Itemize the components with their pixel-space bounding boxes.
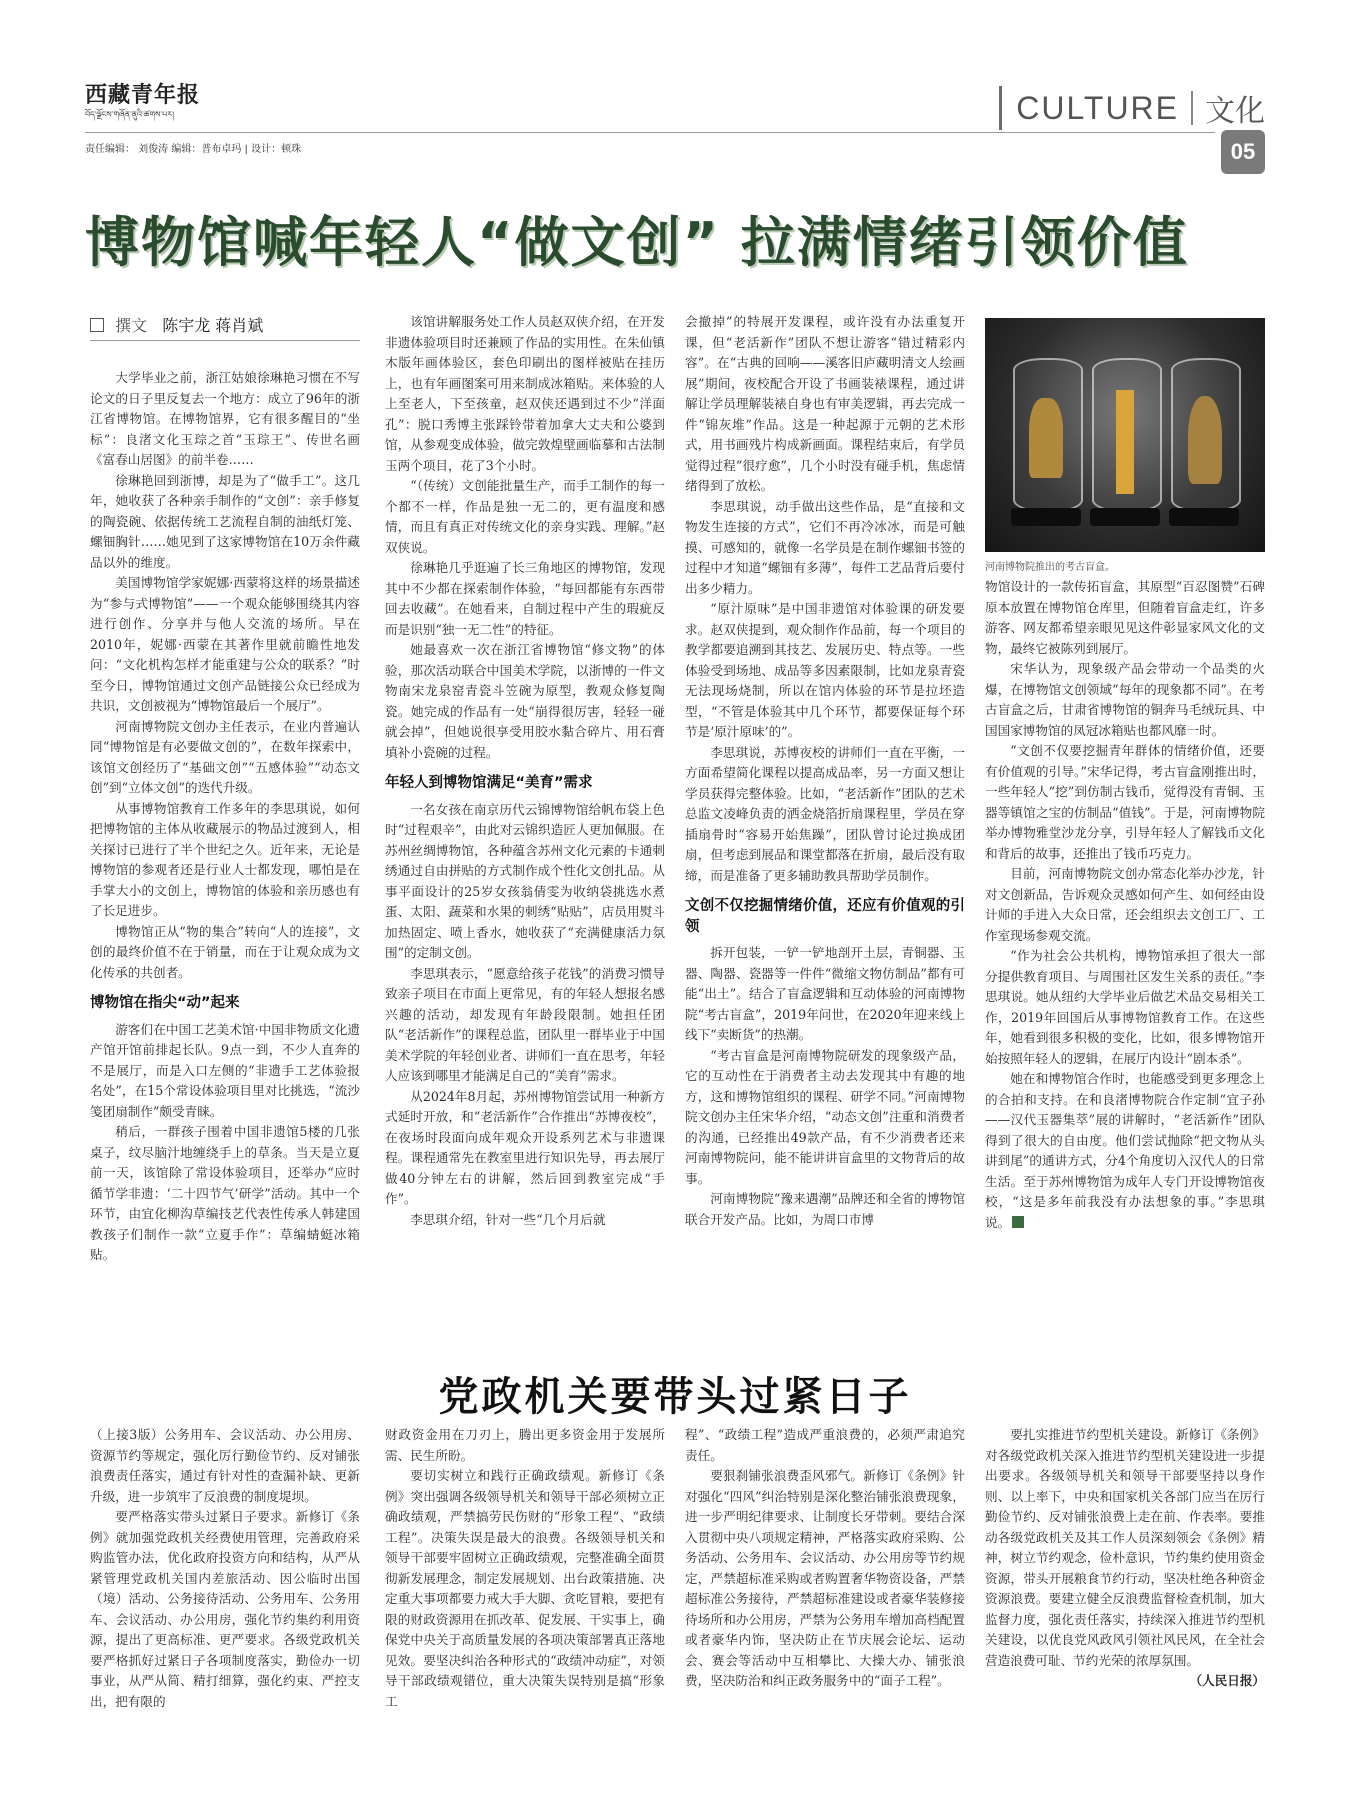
- subheading: 文创不仅挖掘情绪价值，还应有价值观的引领: [685, 898, 965, 935]
- pen-icon: [90, 318, 104, 332]
- gold-artifact: [1116, 390, 1134, 494]
- paragraph: 程”、“政绩工程”造成严重浪费的，必须严肃追究责任。: [685, 1427, 965, 1463]
- paragraph: 徐琳艳回到浙博，却是为了“做手工”。这几年，她收获了各种亲手制作的“文创”：亲手修复的陶瓷碗、依据传统工艺流程自制的油纸灯笼、螺钿胸针……她见到了这家博物馆在10万余件藏品以外的维度。: [90, 472, 360, 570]
- paragraph: 一名女孩在南京历代云锦博物馆给帆布袋上色时“过程艰辛”，由此对云锦织造匠人更加佩服。在苏州丝绸博物馆，各种蕴含苏州文化元素的卡通刺绣通过自由拼贴的方式制作成个性化文创扎品。从事平面设计的25岁女孩翁倩雯为收纳袋挑选水煮蛋、太阳、蔬菜和水果的刺绣“贴贴”，店员用熨斗加热固定、喷上香水，她收获了“充满健康活力氛围”的定制文创。: [385, 801, 665, 960]
- section-divider: [999, 86, 1002, 130]
- paragraph-text: 她在和博物馆合作时，也能感受到更多理念上的合拍和支持。在和良渚博物院合作定制“宜子孙——汉代玉器集萃”展的讲解时，“老活新作”团队得到了很大的自由度。他们尝试抛除“把文物从头讲到尾”的通讲方式，分4个角度切入汉代人的日常生活。至于苏州博物馆为成年人专门开设博物馆夜校，“这是多年前我没有办法想象的事。”李思琪说。: [985, 1071, 1265, 1230]
- paragraph: 李思琪介绍，针对一些“几个月后就: [410, 1211, 606, 1227]
- paragraph: “作为社会公共机构，博物馆承担了很大一部分提供教育项目、与周围社区发生关系的责任。”李思琪说。她从纽约大学毕业后做艺术品交易相关工作，2019年回国后从事博物馆教育工作。在这些年，她看到很多积极的变化，比如，很多博物馆开始按照年轻人的逻辑，在展厅内设计“剧本杀”。: [985, 948, 1265, 1066]
- section-label: [999, 86, 1265, 130]
- article-column-3: [685, 312, 965, 1382]
- paper-subtitle-tibetan: བོད་ལྗོངས་གཞོན་ནུའི་ཚགས་པར།: [85, 110, 174, 119]
- photo-caption: 河南博物院推出的考古盲盒。: [985, 562, 1115, 573]
- article2-column-3: [685, 1425, 965, 1755]
- paragraph: 美国博物馆学家妮娜·西蒙将这样的场景描述为“参与式博物馆”——一个观众能够围绕其内容进行创作、分享并与他人交流的场所。早在2010年，妮娜·西蒙在其著作里就前瞻性地发问：“文化机构怎样才能重建与公众的联系？”时至今日，博物馆通过文创产品链接公众已经成为共识，文创被视为“博物馆最后一个展厅”。: [90, 575, 360, 713]
- source-credit: （人民日报）: [1189, 1673, 1265, 1688]
- paragraph: 游客们在中国工艺美术馆·中国非物质文化遗产馆开馆前排起长队。9点一到，不少人直奔的不是展厅，而是入口左侧的“非遗手工艺体验报名处”，在15个常设体验项目里对比挑选，“流沙笺团扇制作”颇受青睐。: [90, 1021, 360, 1119]
- display-base: [1169, 508, 1239, 526]
- article2-column-1: [90, 1425, 360, 1755]
- article2-column-2: [385, 1425, 665, 1755]
- paragraph: 物馆设计的一款传拓盲盒，其原型“百忍图赞”石碑原本放置在博物馆仓库里，但随着盲盒走红，许多游客、网友都希望亲眼见见这件彰显家风文化的文物，最终它被陈列到展厅。: [985, 579, 1265, 656]
- paragraph: 博物馆正从“物的集合”转向“人的连接”，文创的最终价值不在于销量，而在于让观众成为文化传承的共创者。: [90, 923, 360, 980]
- paragraph: 拆开包装，一铲一铲地剖开土层，青铜器、玉器、陶器、瓷器等一件件“微缩文物仿制品”都有可能“出土”。结合了盲盒逻辑和互动体验的河南博物院“考古盲盒”，2019年问世，在2020年迎来线上线下“卖断货”的热潮。: [685, 945, 965, 1042]
- paragraph: 从2024年8月起，苏州博物馆尝试用一种新方式延时开放，和“老活新作”合作推出“苏博夜校”，在夜场时段面向成年观众开设系列艺术与非遗课程。课程通常先在教室里进行知识先导，再去展厅做40分钟左右的讲解，然后回到教室完成“手作”。: [385, 1088, 665, 1206]
- display-base: [1011, 508, 1081, 526]
- article-column-2: [385, 312, 665, 1382]
- section-divider: [1191, 91, 1193, 125]
- subheading: 年轻人到博物馆满足“美育”需求: [385, 775, 593, 791]
- end-mark-icon: [1012, 1216, 1024, 1228]
- paragraph: 她最喜欢一次在浙江省博物馆“修文物”的体验，那次活动联合中国美术学院，以浙博的一件文物南宋龙泉窑青瓷斗笠碗为原型，教观众修复陶瓷。她完成的作品有一处“崩得很厉害，轻轻一碰就会掉”，但她说很享受用胶水黏合碎片、用石膏填补小瓷碗的过程。: [385, 642, 665, 760]
- paragraph: 会撤掉”的特展开发课程，或许没有办法重复开课，但“老活新作”团队不想让游客“错过精彩内容”。在“古典的回响——溪客旧庐藏明清文人绘画展”期间，夜校配合开设了书画装裱课程，通过讲解让学员理解装裱自身也有审美逻辑，再去完成一件“锦灰堆”作品。这是一种起源于元朝的艺术形式，用书画残片构成新画面。课程结束后，有学员觉得过程“很疗愈”，几个小时没有碰手机，焦虑情绪得到了放松。: [685, 314, 965, 493]
- paragraph: 要切实树立和践行正确政绩观。新修订《条例》突出强调各级领导机关和领导干部必须树立正确政绩观，严禁搞劳民伤财的“形象工程”、“政绩工程”。决策失误是最大的浪费。各级领导机关和领导干部要牢固树立正确政绩观，完整准确全面贯彻新发展理念，制定发展规划、出台政策措施、决定重大事项都要力戒大手大脚、贪吃冒粮，要把有限的财政资源用在抓改革、促发展、干实事上，确保党中央关于高质量发展的各项决策部署真正落地见效。要坚决纠治各种形式的“政绩冲动症”，对领导干部政绩观错位，重大决策失误特别是搞“形象工: [385, 1468, 665, 1709]
- paragraph: 要严格落实带头过紧日子要求。新修订《条例》就加强党政机关经费使用管理，完善政府采购监管办法，优化政府投资方向和结构，从严从紧管理党政机关国内差旅活动、因公临时出国（境）活动、公务接待活动、公务用车、公务用车、会议活动、办公用房，强化节约集约利用资源，提出了更高标准、更严要求。各级党政机关要严格抓好过紧日子各项制度落实，勤俭办一切事业，从严从简、精打细算，强化约束、严控支出，把有限的: [90, 1509, 360, 1709]
- subheading: 博物馆在指尖“动”起来: [90, 995, 240, 1011]
- second-headline: 党政机关要带头过紧日子: [438, 1373, 912, 1420]
- paragraph: 徐琳艳几乎逛遍了长三角地区的博物馆，发现其中不少都在探索制作体验，“每回都能有东西带回去收藏”。在她看来，自制过程中产生的瑕疵反而是识别“独一无二性”的特征。: [385, 560, 665, 637]
- paragraph: 大学毕业之前，浙江姑娘徐琳艳习惯在不写论文的日子里反复去一个地方：成立了96年的浙江省博物馆。在博物馆界，它有很多醒目的“坐标”：良渚文化玉琮之首“玉琮王”、传世名画《富春山居图》的前半卷……: [90, 370, 360, 467]
- article-column-1: [90, 368, 360, 1373]
- byline-authors: 陈宇龙 蒋肖斌: [162, 316, 264, 335]
- display-base: [1090, 508, 1160, 526]
- paragraph: 宋华认为，现象级产品会带动一个品类的火爆，在博物馆文创领域“每年的现象都不同”。在考古盲盒之后，甘肃省博物馆的铜奔马毛绒玩具、中国国家博物馆的凤冠冰箱贴也都风靡一时。: [985, 661, 1265, 738]
- page-number-badge: 05: [1221, 130, 1265, 174]
- paragraph: 要狠刹铺张浪费歪风邪气。新修订《条例》针对强化“四风”纠治特别是深化整治铺张浪费现象，进一步严明纪律要求、让制度长牙带刺。要结合深入贯彻中央八项规定精神，严格落实政府采购、公务活动、公务用车、会议活动、办公用房等节约规定，严禁超标准采购或者购置奢华物资设备，严禁超标准公务接待，严禁超标准建设或者豪华装修接待场所和办公用房，严禁为公务用车增加高档配置或者豪华内饰，坚决防止在节庆展会论坛、运动会、赛会等活动中互相攀比、大操大办、铺张浪费，坚决防治和纠正政务服务中的“面子工程”。: [685, 1468, 965, 1688]
- artifact-photo: [985, 318, 1265, 552]
- byline: [90, 313, 360, 341]
- paragraph: 目前，河南博物院文创办常态化举办沙龙，针对文创新品，告诉观众灵感如何产生、如何经由设计师的手进入大众日常，还会组织去文创工厂、工作室现场参观交流。: [985, 866, 1265, 943]
- paragraph: 河南博物院“豫来遇潮”品牌还和全省的博物馆联合开发产品。比如，为周口市博: [685, 1191, 965, 1227]
- article2-column-4: [985, 1425, 1265, 1755]
- paragraph: “考古盲盒是河南博物院研发的现象级产品，它的互动性在于消费者主动去发现其中有趣的地方，这和博物馆组织的课程、研学不同。”河南博物院文创办主任宋华介绍，“动态文创”注重和消费者的沟通，已经推出49款产品，有不少消费者还来河南博物院问，能不能讲讲盲盒里的文物背后的故事。: [685, 1047, 965, 1186]
- section-name-cn: 文化: [1205, 94, 1265, 129]
- paragraph: 该馆讲解服务处工作人员赵双侠介绍，在开发非遗体验项目时还兼顾了作品的实用性。在朱仙镇木版年画体验区，套色印刷出的图样被贴在挂历上，也有年画图案可用来制成冰箱贴。来体验的人上至老人，下至孩童，赵双侠还遇到过不少“洋面孔”：脱口秀博主张踩铃带着加拿大丈夫和公婆到馆，从参观变成体验，做完敦煌壁画临摹和古法制玉两个项目，花了3个小时。: [385, 314, 665, 473]
- bronze-figure: [1188, 396, 1222, 484]
- paragraph: [985, 1069, 1265, 1233]
- paragraph: “（传统）文创能批量生产，而手工制作的每一个都不一样，作品是独一无二的，更有温度和感情，而且有真正对传统文化的亲身实践、理解。”赵双侠说。: [385, 478, 665, 555]
- paragraph: 李思琪说，苏博夜校的讲师们一直在平衡，一方面希望简化课程以提高成品率，另一方面又想让学员获得完整体验。比如，“老活新作”团队的艺术总监文凌峰负责的洒金烧箔折扇课程里，学员在穿插扇骨时“容易开始焦躁”，团队曾讨论过换成团扇，但考虑到展品和课堂都落在折扇，最后没有取缔，而是准备了更多辅助教具帮助学员制作。: [685, 744, 965, 883]
- bronze-vessel: [1029, 398, 1063, 478]
- editors-line: 责任编辑： 刘俊涛 编辑：普布卓玛 | 设计：顿珠: [85, 144, 302, 155]
- paragraph: 李思琪说，动手做出这些作品，是“直接和文物发生连接的方式”，它们不再冷冰冰，而是可触摸、可感知的，就像一名学员是在制作螺钿书签的过程中才知道“螺钿有多薄”，每件工艺品背后要付出多少精力。: [685, 498, 965, 596]
- paragraph: 河南博物院文创办主任表示，在业内普遍认同“博物馆是有必要做文创的”，在数年探索中，该馆文创经历了“基础文创”“五感体验”“动态文创”到“立体文创”的迭代升级。: [90, 718, 360, 795]
- paragraph: （上接3版）公务用车、会议活动、办公用房、资源节约等规定，强化厉行勤俭节约、反对铺张浪费责任落实，通过有针对性的查漏补缺、更新升级，进一步筑牢了反浪费的制度堤坝。: [90, 1427, 360, 1504]
- paragraph: 要扎实推进节约型机关建设。新修订《条例》对各级党政机关深入推进节约型机关建设进一步提出要求。各级领导机关和领导干部要坚持以身作则、以上率下，中央和国家机关各部门应当在厉行勤俭节约、反对铺张浪费上走在前、作表率。要推动各级党政机关及其工作人员深刻领会《条例》精神，树立节约观念，俭朴意识，节约集约使用资金资源，带头开展粮食节约行动，坚决杜绝各种资金资源浪费。要建立健全反浪费监督检查机制，加大监督力度，强化责任落实，持续深入推进节约型机关建设，以优良党风政风引领社风民风，在全社会营造浪费可耻、节约光荣的浓厚氛围。: [985, 1427, 1265, 1668]
- paragraph: 财政资金用在刀刃上，腾出更多资金用于发展所需、民生所盼。: [385, 1427, 665, 1463]
- masthead: [85, 78, 1265, 164]
- masthead-rule: [85, 132, 1215, 133]
- paragraph: “文创不仅要挖掘青年群体的情绪价值，还要有价值观的引导。”宋华记得，考古盲盒刚推出时，一些年轻人“挖”到仿制古钱币，觉得没有青铜、玉器等镇馆之宝的仿制品“值钱”。于是，河南博物院举办博物雅堂沙龙分享，引导年轻人了解钱币文化和背后的故事，还推出了钱币巧克力。: [985, 743, 1265, 861]
- paragraph: 李思琪表示，“愿意给孩子花钱”的消费习惯导致亲子项目在市面上更常见，有的年轻人想报名感兴趣的活动，却发现有年龄段限制。她担任团队“老活新作”的课程总监，团队里一群毕业于中国美术学院的年轻创业者、讲师们一直在思考，年轻人应该到哪里才能满足自己的“美育”需求。: [385, 965, 665, 1083]
- article-column-4: [985, 577, 1265, 1382]
- paragraph: 稍后，一群孩子围着中国非遗馆5楼的几张桌子，纹尽脑汁地缠绕手上的草条。当天是立夏前一天，该馆除了常设体验项目，还举办“应时循节学非遗：‘二十四节气’研学”活动。其中一个环节，由宜化柳沟草编技艺代表性传承人韩建国教孩子们制作一款“立夏手作”：草编蜻蜓冰箱贴。: [90, 1124, 360, 1262]
- paper-name: 西藏青年报: [85, 82, 201, 108]
- paragraph: 从事博物馆教育工作多年的李思琪说，如何把博物馆的主体从收藏展示的物品过渡到人，相关探讨已进行了半个世纪之久。近年来，无论是博物馆的参观者还是行业人士都发现，哪怕是在手掌大小的文创上，博物馆的体验和亲历感也有了长足进步。: [90, 800, 360, 918]
- section-name-en: CULTURE: [1016, 89, 1179, 126]
- main-headline: 博物馆喊年轻人“做文创” 拉满情绪引领价值: [85, 211, 1189, 274]
- byline-label: 撰文: [115, 316, 148, 335]
- paragraph: “原汁原味”是中国非遗馆对体验课的研发要求。赵双侠提到，观众制作作品前，每一个项目的教学都要追溯到其技艺、发展历史、特点等。一些体验受到场地、成品等多因素限制，比如龙泉青瓷无法现场烧制，所以在馆内体验的环节是拉坯造型，“不管是体验其中几个环节，都要保证每个环节是‘原汁原味’的”。: [685, 601, 965, 739]
